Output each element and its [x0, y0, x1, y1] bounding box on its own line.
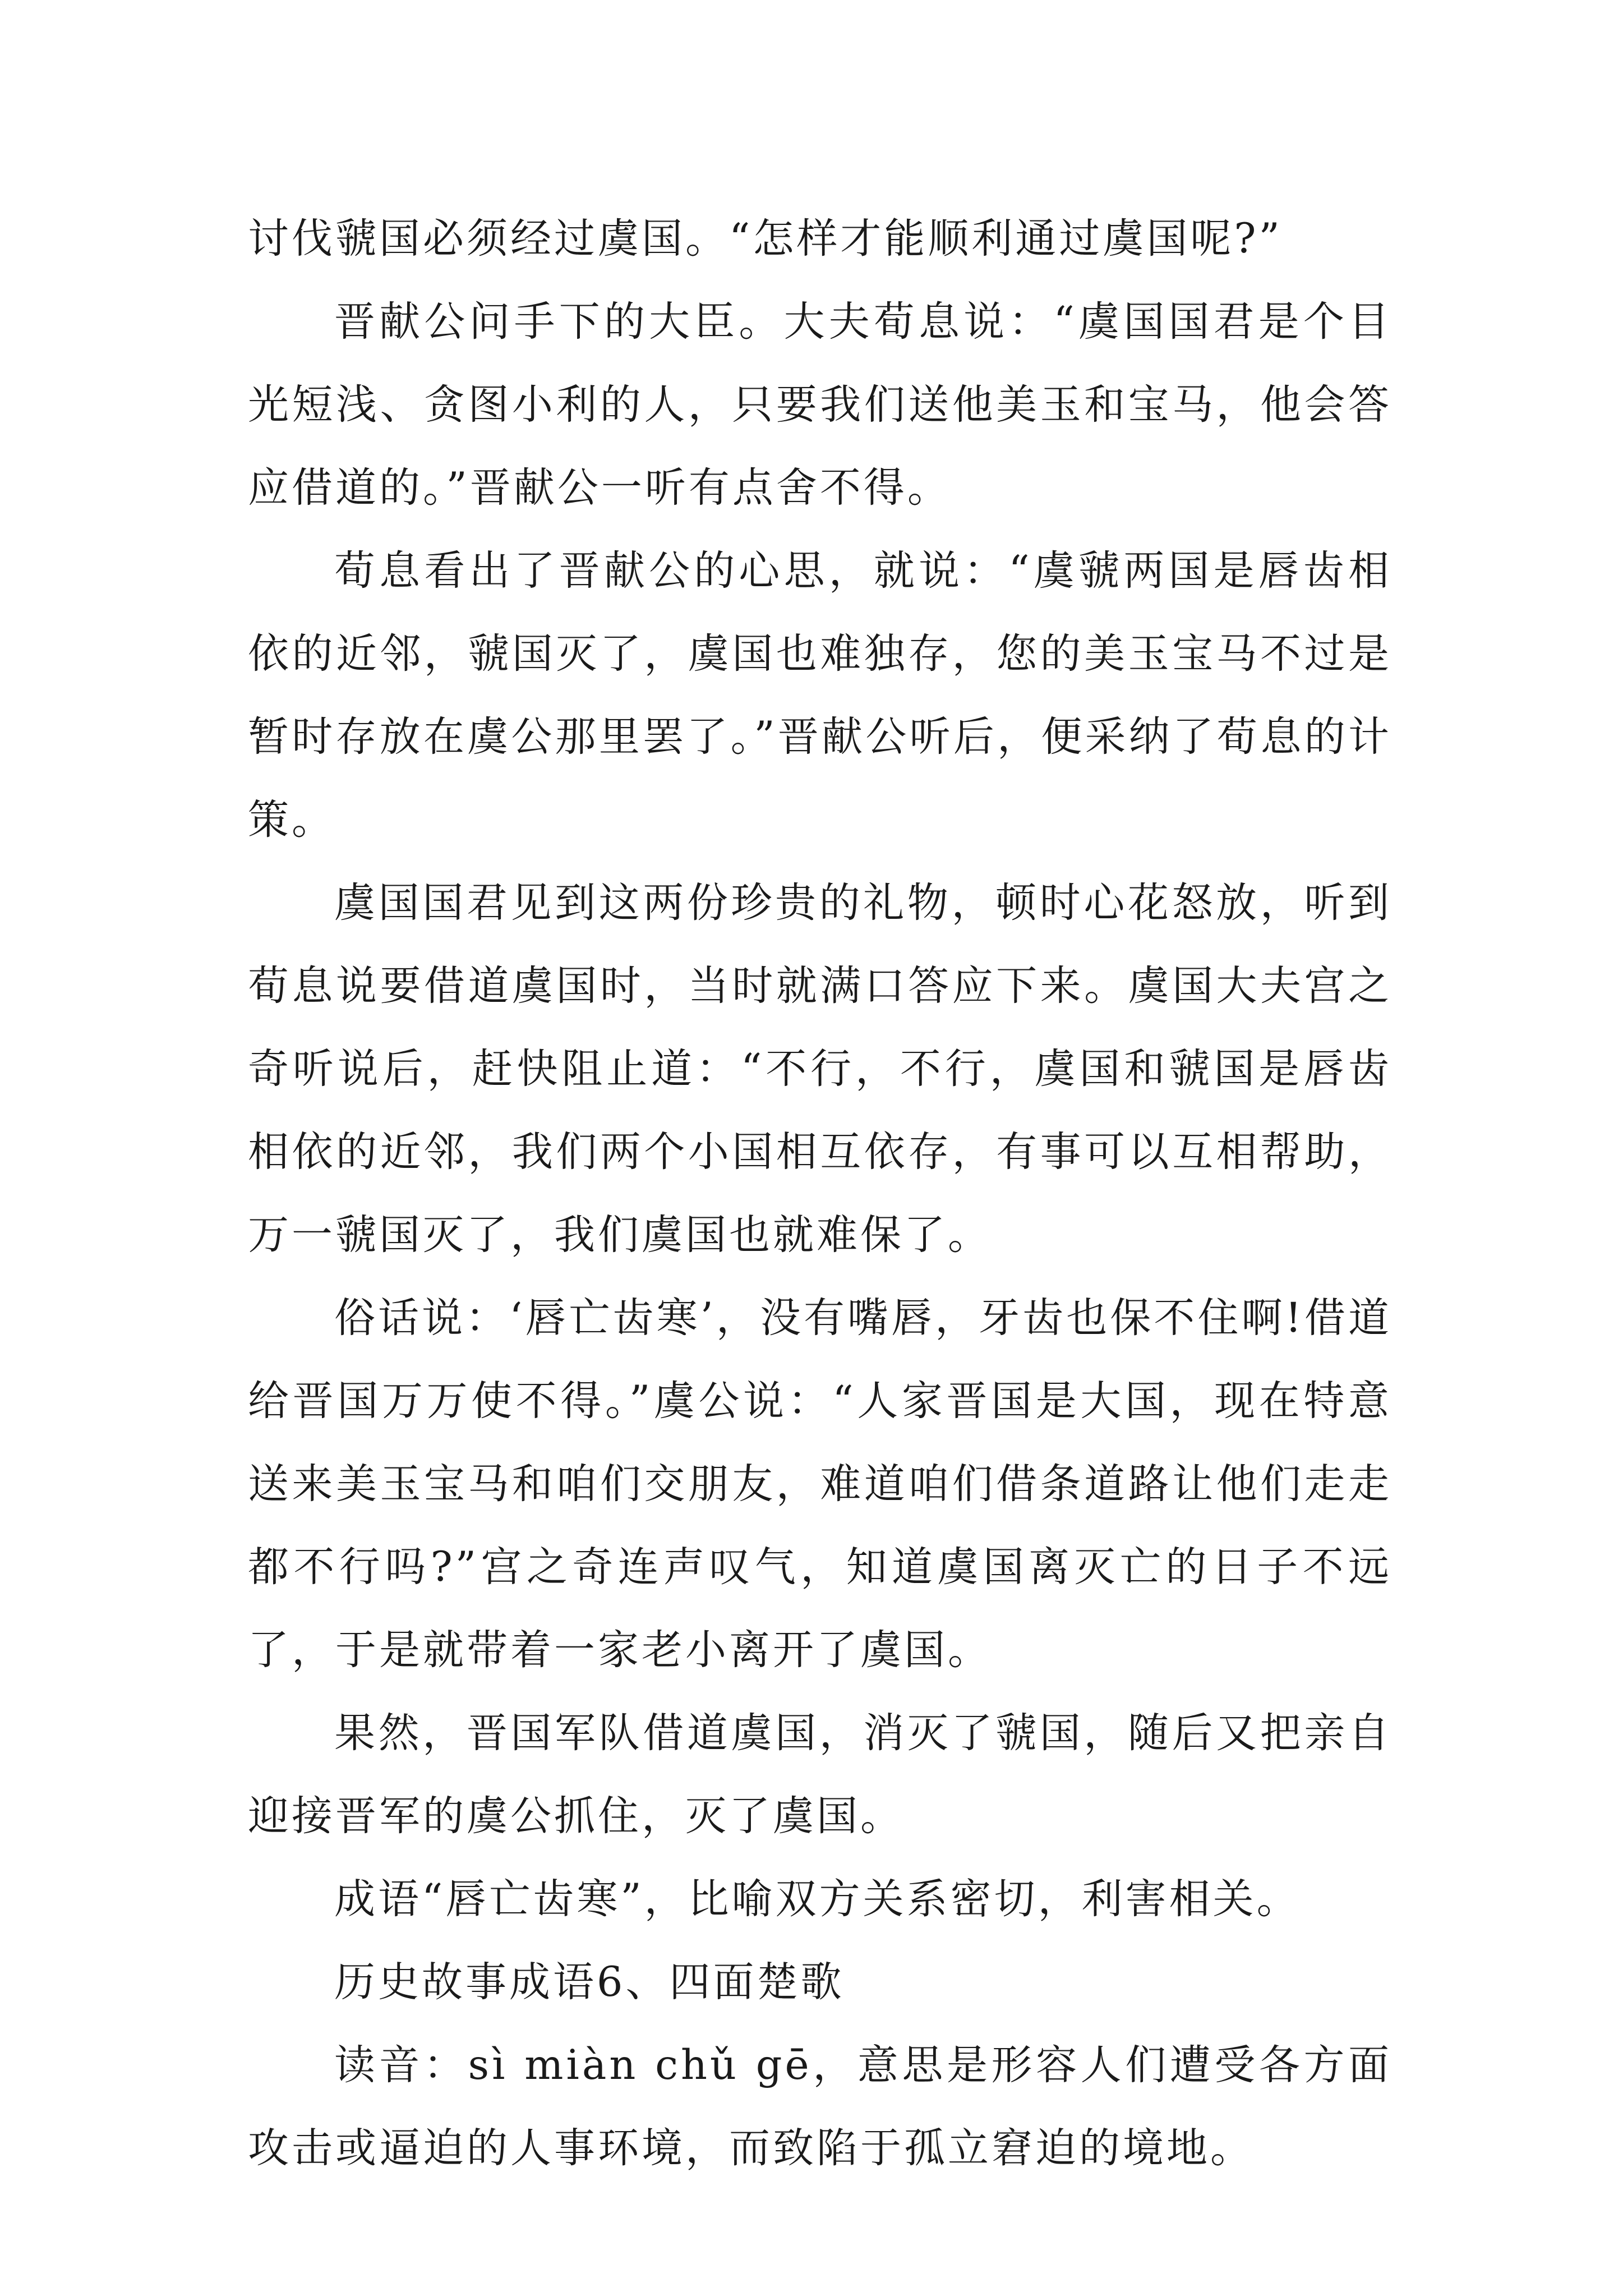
- body-text: [248, 197, 1392, 2190]
- paragraph: 俗话说：‘唇亡齿寒’，没有嘴唇，牙齿也保不住啊!借道给晋国万万使不得。”虞公说：“人家晋国是大国，现在特意送来美玉宝马和咱们交朋友，难道咱们借条道路让他们走走都不行吗?”宫之奇连声叹气，知道虞国离灭亡的日子不远了，于是就带着一家老小离开了虞国。: [248, 1294, 1392, 1674]
- paragraph: 荀息看出了晋献公的心思，就说：“虞虢两国是唇齿相依的近邻，虢国灭了，虞国也难独存，您的美玉宝马不过是暂时存放在虞公那里罢了。”晋献公听后，便采纳了荀息的计策。: [248, 547, 1392, 844]
- paragraph: 读音：sì miàn chǔ gē，意思是形容人们遭受各方面攻击或逼迫的人事环境，而致陷于孤立窘迫的境地。: [248, 2041, 1392, 2172]
- paragraph: 晋献公问手下的大臣。大夫荀息说：“虞国国君是个目光短浅、贪图小利的人，只要我们送他美玉和宝马，他会答应借道的。”晋献公一听有点舍不得。: [248, 298, 1392, 512]
- section-heading: 历史故事成语6、四面楚歌: [334, 1958, 845, 2006]
- paragraph-continuation: 讨伐虢国必须经过虞国。“怎样才能顺利通过虞国呢?”: [248, 215, 1283, 263]
- paragraph: 成语“唇亡齿寒”，比喻双方关系密切，利害相关。: [334, 1875, 1301, 1923]
- paragraph: 虞国国君见到这两份珍贵的礼物，顿时心花怒放，听到荀息说要借道虞国时，当时就满口答应下来。虞国大夫宫之奇听说后，赶快阻止道：“不行，不行，虞国和虢国是唇齿相依的近邻，我们两个小国相互依存，有事可以互相帮助，万一虢国灭了，我们虞国也就难保了。: [248, 879, 1392, 1259]
- paragraph: 果然，晋国军队借道虞国，消灭了虢国，随后又把亲自迎接晋军的虞公抓住，灭了虞国。: [248, 1709, 1392, 1840]
